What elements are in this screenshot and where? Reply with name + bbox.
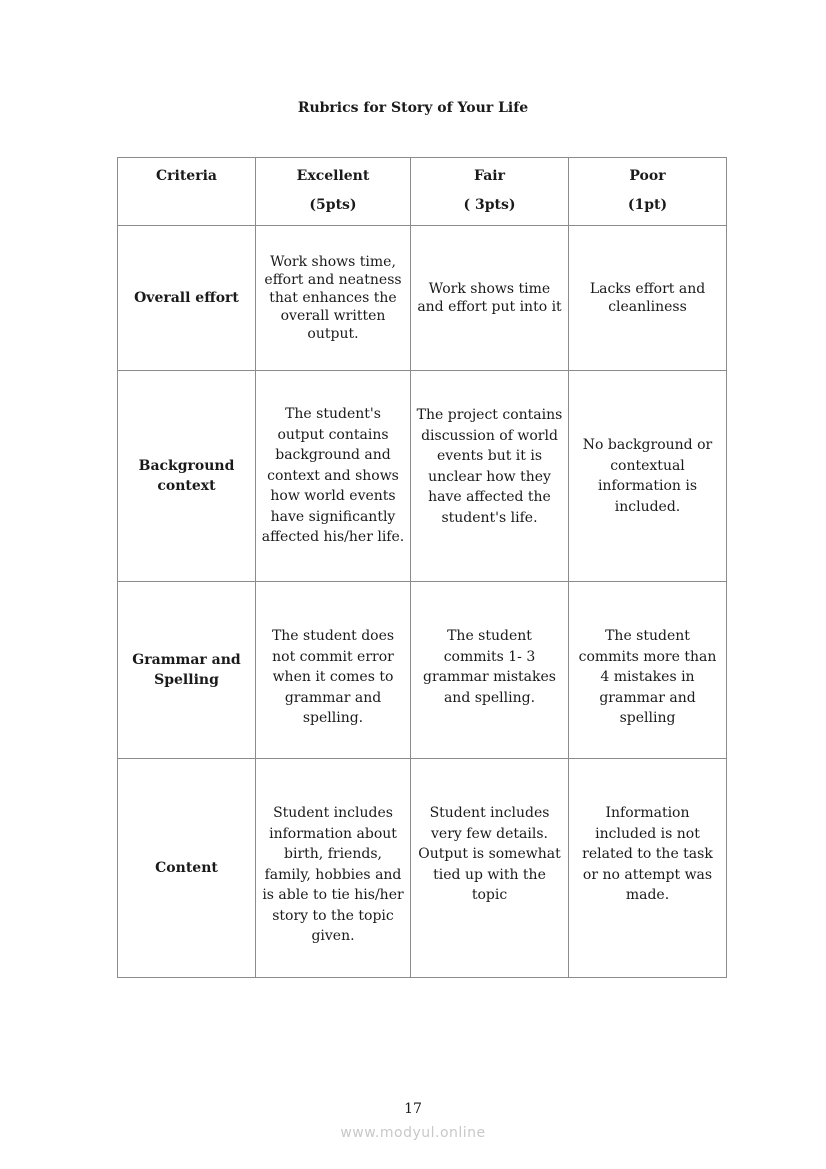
- header-excellent: Excellent (5pts): [256, 158, 411, 226]
- fair-cell: Work shows time and effort put into it: [411, 226, 569, 371]
- document-title: Rubrics for Story of Your Life: [297, 100, 529, 116]
- excellent-cell: Student includes information about birth, friends, family, hobbies and is able to tie his/her story to the topic given.: [256, 759, 411, 978]
- criteria-cell: Content: [118, 759, 256, 978]
- watermark: www.modyul.online: [340, 1125, 486, 1141]
- table-header-row: [118, 158, 727, 226]
- table-row: [118, 226, 727, 371]
- table-row: [118, 371, 727, 582]
- fair-cell: The project contains discussion of world events but it is unclear how they have affected the student's life.: [411, 371, 569, 582]
- poor-cell: Lacks effort and cleanliness: [569, 226, 727, 371]
- table-row: [118, 582, 727, 759]
- header-fair: Fair ( 3pts): [411, 158, 569, 226]
- rubric-table: [117, 157, 727, 978]
- poor-cell: The student commits more than 4 mistakes in grammar and spelling: [569, 582, 727, 759]
- header-poor: Poor (1pt): [569, 158, 727, 226]
- fair-cell: Student includes very few details. Output is somewhat tied up with the topic: [411, 759, 569, 978]
- page-number: 17: [404, 1101, 422, 1117]
- table-row: [118, 759, 727, 978]
- criteria-cell: Grammar and Spelling: [118, 582, 256, 759]
- fair-cell: The student commits 1- 3 grammar mistakes and spelling.: [411, 582, 569, 759]
- poor-cell: Information included is not related to the task or no attempt was made.: [569, 759, 727, 978]
- criteria-cell: Background context: [118, 371, 256, 582]
- excellent-cell: Work shows time, effort and neatness that enhances the overall written output.: [256, 226, 411, 371]
- criteria-cell: Overall effort: [118, 226, 256, 371]
- excellent-cell: The student does not commit error when it comes to grammar and spelling.: [256, 582, 411, 759]
- header-criteria: Criteria: [118, 158, 256, 226]
- poor-cell: No background or contextual information is included.: [569, 371, 727, 582]
- excellent-cell: The student's output contains background and context and shows how world events have significantly affected his/her life.: [256, 371, 411, 582]
